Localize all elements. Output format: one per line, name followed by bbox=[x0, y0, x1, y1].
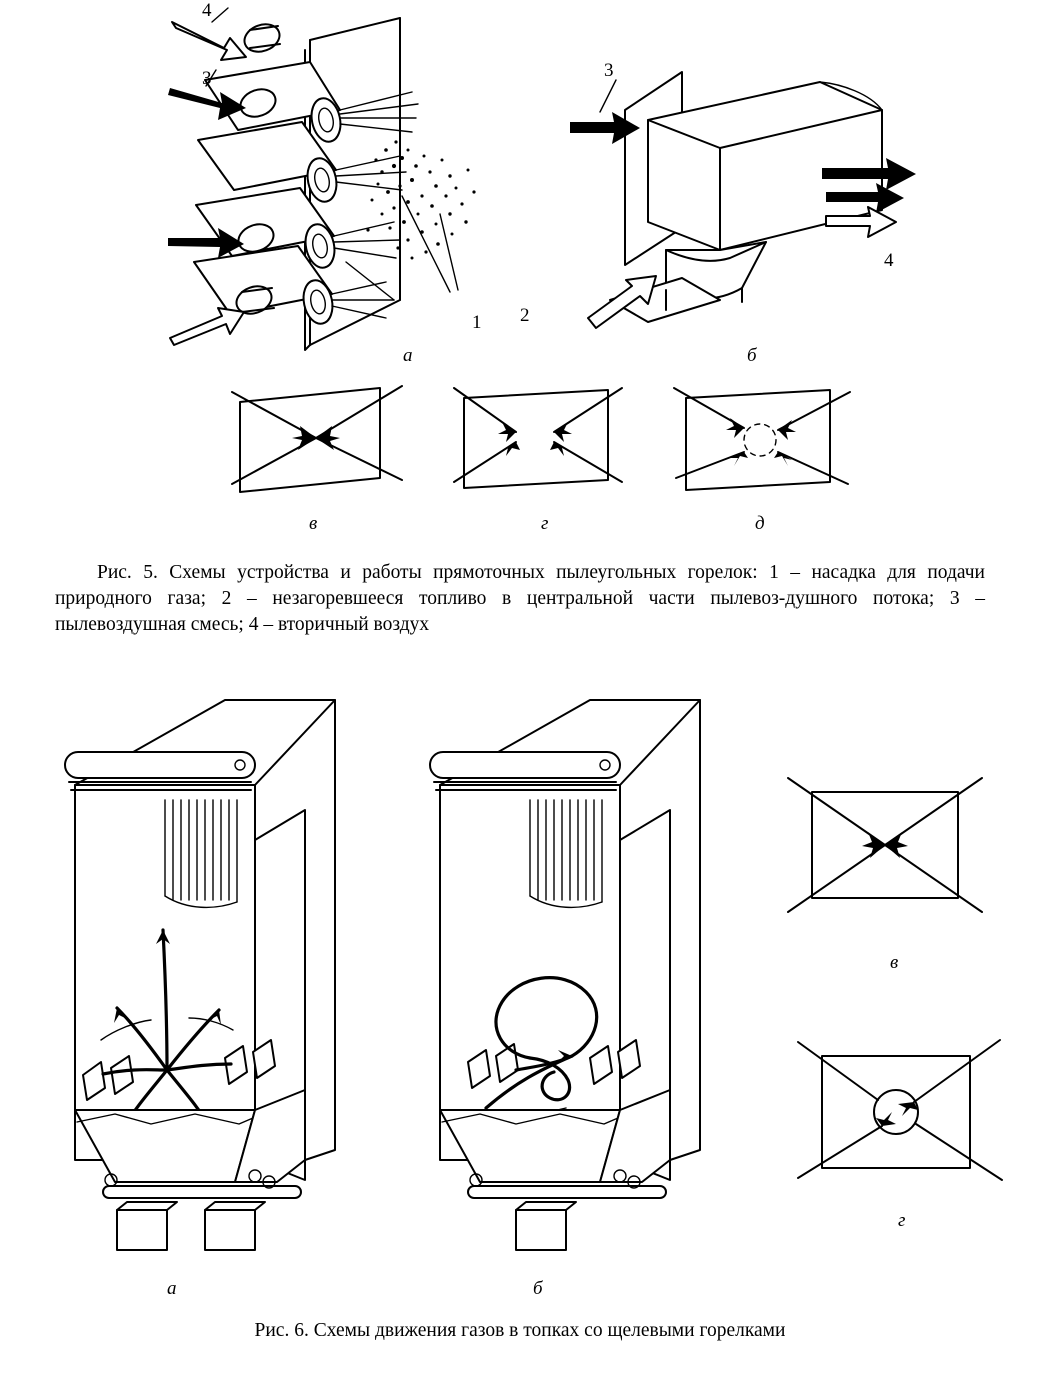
figure6-part-a bbox=[55, 690, 365, 1280]
figure6-part-v bbox=[780, 770, 990, 930]
figure5-part-d bbox=[670, 378, 860, 504]
figure5-callout-2: 2 bbox=[520, 305, 530, 326]
figure6-sublabel-v: в bbox=[890, 952, 899, 973]
figure5-callout-3: 3 bbox=[202, 68, 212, 89]
figure5-sublabel-d: д bbox=[755, 513, 765, 534]
figure6-part-b bbox=[420, 690, 730, 1280]
figure5b-callout-3: 3 bbox=[604, 60, 614, 81]
figure5-sublabel-v: в bbox=[309, 513, 318, 534]
figure5-part-v bbox=[230, 380, 410, 500]
figure5-sublabel-a: а bbox=[403, 345, 413, 366]
figure5-callout-4: 4 bbox=[202, 0, 212, 21]
figure6-sublabel-a: а bbox=[167, 1278, 177, 1299]
figure5-part-b bbox=[570, 50, 970, 350]
figure6-part-g bbox=[790, 1030, 1010, 1190]
figure6-caption: Рис. 6. Схемы движения газов в топках со щелевыми горелками bbox=[254, 1320, 786, 1341]
figure5-sublabel-b: б bbox=[747, 345, 757, 366]
figure5-sublabel-g: г bbox=[541, 513, 549, 534]
figure6-sublabel-b: б bbox=[533, 1278, 543, 1299]
figure5b-callout-4: 4 bbox=[884, 250, 894, 271]
figure5-part-a bbox=[150, 0, 620, 370]
figure5-caption: Рис. 5. Схемы устройства и работы прямоточных пылеугольных горелок: 1 – насадка для подачи природного газа; 2 – незагоревшееся топливо в центральной части пылевоз-душного потока; 3 – пылевоздушная смесь; 4 – вторичный воздух bbox=[55, 562, 985, 635]
figure5-part-g bbox=[450, 380, 630, 500]
figure5-callout-1: 1 bbox=[472, 312, 482, 333]
figure6-sublabel-g: г bbox=[898, 1210, 906, 1231]
